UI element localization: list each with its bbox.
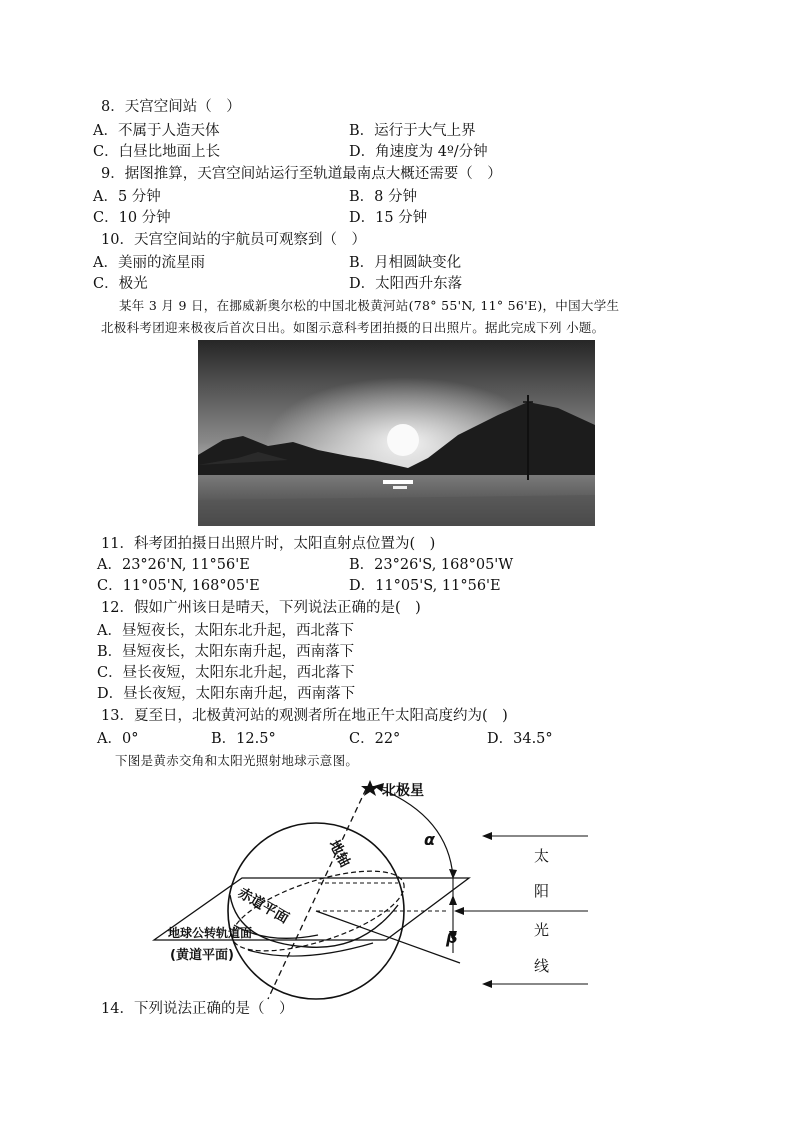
q12-option-b[interactable]: B．昼短夜长，太阳东南升起，西南落下 [97, 644, 355, 660]
q9-option-c[interactable]: C．10 分钟 [93, 210, 171, 226]
q8-stem: 8．天宫空间站（ ） [101, 99, 241, 115]
q13-option-c[interactable]: C．22° [349, 731, 401, 747]
label-alpha: α [424, 830, 435, 849]
label-ecliptic: (黄道平面) [170, 948, 234, 963]
q9-option-b[interactable]: B．8 分钟 [349, 189, 417, 205]
q11-option-c[interactable]: C．11°05'N, 168°05'E [97, 578, 260, 594]
q12-option-a[interactable]: A．昼短夜长，太阳东北升起，西北落下 [97, 623, 354, 639]
q9-option-d[interactable]: D．15 分钟 [349, 210, 428, 226]
passage-2-line: 下图是黄赤交角和太阳光照射地球示意图。 [115, 753, 359, 768]
q13-stem: 13．夏至日，北极黄河站的观测者所在地正午太阳高度约为( ) [101, 708, 508, 724]
q10-option-c[interactable]: C．极光 [93, 276, 148, 292]
sunrise-photo [198, 340, 595, 526]
label-sun-3: 光 [534, 921, 550, 939]
q10-stem: 10．天宫空间站的宇航员可观察到（ ） [101, 232, 366, 248]
q9-option-a[interactable]: A．5 分钟 [93, 189, 161, 205]
q10-option-b[interactable]: B．月相圆缺变化 [349, 255, 462, 271]
label-axis: 地轴 [325, 837, 353, 870]
q12-option-c[interactable]: C．昼长夜短，太阳东北升起，西北落下 [97, 665, 355, 681]
q11-stem: 11．科考团拍摄日出照片时，太阳直射点位置为( ) [101, 536, 436, 552]
label-sun-2: 阳 [534, 882, 550, 900]
obliquity-diagram [148, 775, 598, 1000]
q12-option-d[interactable]: D．昼长夜短，太阳东南升起，西南落下 [97, 686, 356, 702]
label-orbit-plane: 地球公转轨道面 [168, 926, 253, 940]
q13-option-b[interactable]: B．12.5° [211, 731, 276, 747]
q10-option-d[interactable]: D．太阳西升东落 [349, 276, 463, 292]
q11-option-b[interactable]: B．23°26'S, 168°05'W [349, 557, 514, 573]
q8-option-d[interactable]: D．角速度为 4º/分钟 [349, 144, 488, 160]
q10-option-a[interactable]: A．美丽的流星雨 [93, 255, 205, 271]
q8-option-c[interactable]: C．白昼比地面上长 [93, 144, 221, 160]
label-sun-1: 太 [534, 847, 550, 865]
q12-stem: 12．假如广州该日是晴天，下列说法正确的是( ) [101, 600, 421, 616]
label-polaris: 北极星 [382, 783, 424, 799]
label-beta: β [446, 928, 458, 947]
q9-stem: 9．据图推算，天宫空间站运行至轨道最南点大概还需要（ ） [101, 166, 502, 182]
earth-axis [268, 789, 366, 999]
q11-option-d[interactable]: D．11°05'S, 11°56'E [349, 578, 501, 594]
passage-line-1: 某年 3 月 9 日，在挪威新奥尔松的中国北极黄河站(78° 55'N, 11° 56'E)，中国大学生 [119, 298, 620, 313]
q8-option-b[interactable]: B．运行于大气上界 [349, 123, 476, 139]
q13-option-d[interactable]: D．34.5° [487, 731, 553, 747]
label-sun-4: 线 [534, 957, 550, 975]
label-equator-plane: 赤道平面 [234, 885, 292, 927]
q14-stem: 14．下列说法正确的是（ ） [101, 1001, 294, 1017]
q8-option-a[interactable]: A．不属于人造天体 [93, 123, 220, 139]
q11-option-a[interactable]: A．23°26'N, 11°56'E [97, 557, 250, 573]
passage-line-2: 北极科考团迎来极夜后首次日出。如图示意科考团拍摄的日出照片。据此完成下列 小题。 [101, 320, 605, 335]
q13-option-a[interactable]: A．0° [97, 731, 139, 747]
